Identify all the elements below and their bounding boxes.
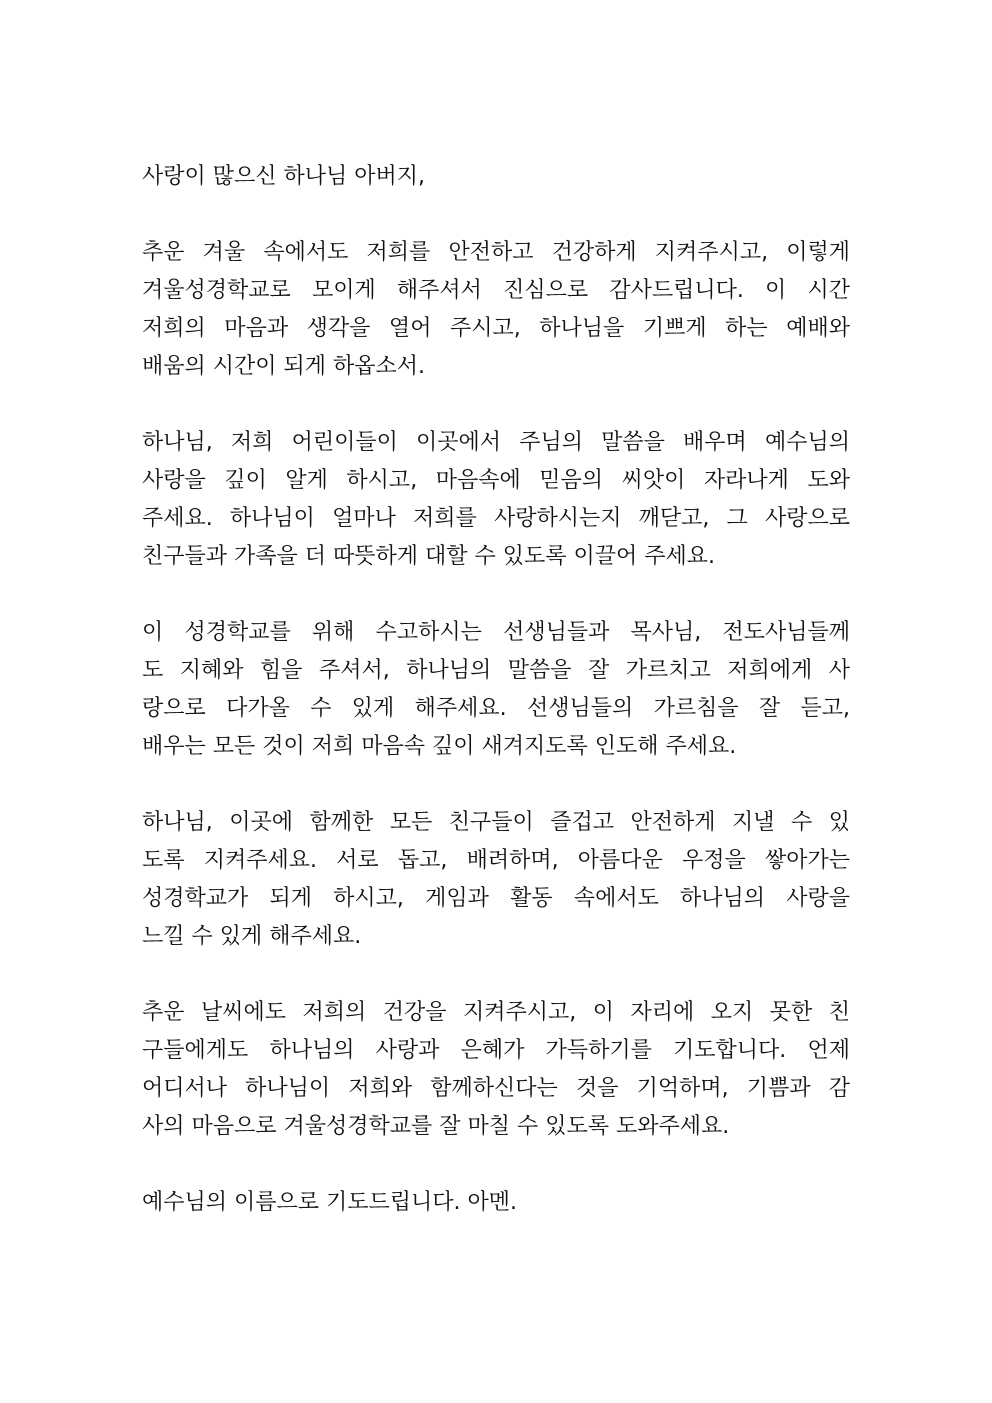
text-line: 사의 마음으로 겨울성경학교를 잘 마칠 수 있도록 도와주세요. [142,1114,730,1139]
text-line: 배움의 시간이 되게 하옵소서. [142,354,425,379]
paragraph-gap [142,576,850,614]
paragraph-gap [142,1146,850,1184]
paragraph-4 [142,804,850,956]
text-line: 도록 지켜주세요. 서로 돕고, 배려하며, 아름다운 우정을 쌓아가는 [142,848,850,873]
paragraph-gap [142,766,850,804]
text-line: 이 성경학교를 위해 수고하시는 선생님들과 목사님, 전도사님들께 [142,620,850,645]
text-line: 하나님, 이곳에 함께한 모든 친구들이 즐겁고 안전하게 지낼 수 있 [142,810,850,835]
text-line: 사랑을 깊이 알게 하시고, 마음속에 믿음의 씨앗이 자라나게 도와 [142,468,850,493]
closing: 예수님의 이름으로 기도드립니다. 아멘. [142,1190,517,1215]
paragraph-gap [142,956,850,994]
text-line: 하나님, 저희 어린이들이 이곳에서 주님의 말씀을 배우며 예수님의 [142,430,850,455]
paragraph-1 [142,234,850,386]
prayer-text [142,158,850,1222]
text-line: 주세요. 하나님이 얼마나 저희를 사랑하시는지 깨닫고, 그 사랑으로 [142,506,850,531]
text-line: 저희의 마음과 생각을 열어 주시고, 하나님을 기쁘게 하는 예배와 [142,316,850,341]
text-line: 겨울성경학교로 모이게 해주셔서 진심으로 감사드립니다. 이 시간 [142,278,850,303]
text-line: 랑으로 다가올 수 있게 해주세요. 선생님들의 가르침을 잘 듣고, [142,696,850,721]
paragraph-2 [142,424,850,576]
paragraph-gap [142,196,850,234]
greeting: 사랑이 많으신 하나님 아버지, [142,164,425,189]
paragraph-gap [142,386,850,424]
text-line: 느낄 수 있게 해주세요. [142,924,362,949]
paragraph-5 [142,994,850,1146]
paragraph-3 [142,614,850,766]
text-line: 어디서나 하나님이 저희와 함께하신다는 것을 기억하며, 기쁨과 감 [142,1076,850,1101]
text-line: 추운 겨울 속에서도 저희를 안전하고 건강하게 지켜주시고, 이렇게 [142,240,850,265]
text-line: 친구들과 가족을 더 따뜻하게 대할 수 있도록 이끌어 주세요. [142,544,715,569]
text-line: 배우는 모든 것이 저희 마음속 깊이 새겨지도록 인도해 주세요. [142,734,737,759]
text-line: 성경학교가 되게 하시고, 게임과 활동 속에서도 하나님의 사랑을 [142,886,850,911]
text-line: 추운 날씨에도 저희의 건강을 지켜주시고, 이 자리에 오지 못한 친 [142,1000,850,1025]
text-line: 도 지혜와 힘을 주셔서, 하나님의 말씀을 잘 가르치고 저희에게 사 [142,658,850,683]
text-line: 구들에게도 하나님의 사랑과 은혜가 가득하기를 기도합니다. 언제 [142,1038,850,1063]
